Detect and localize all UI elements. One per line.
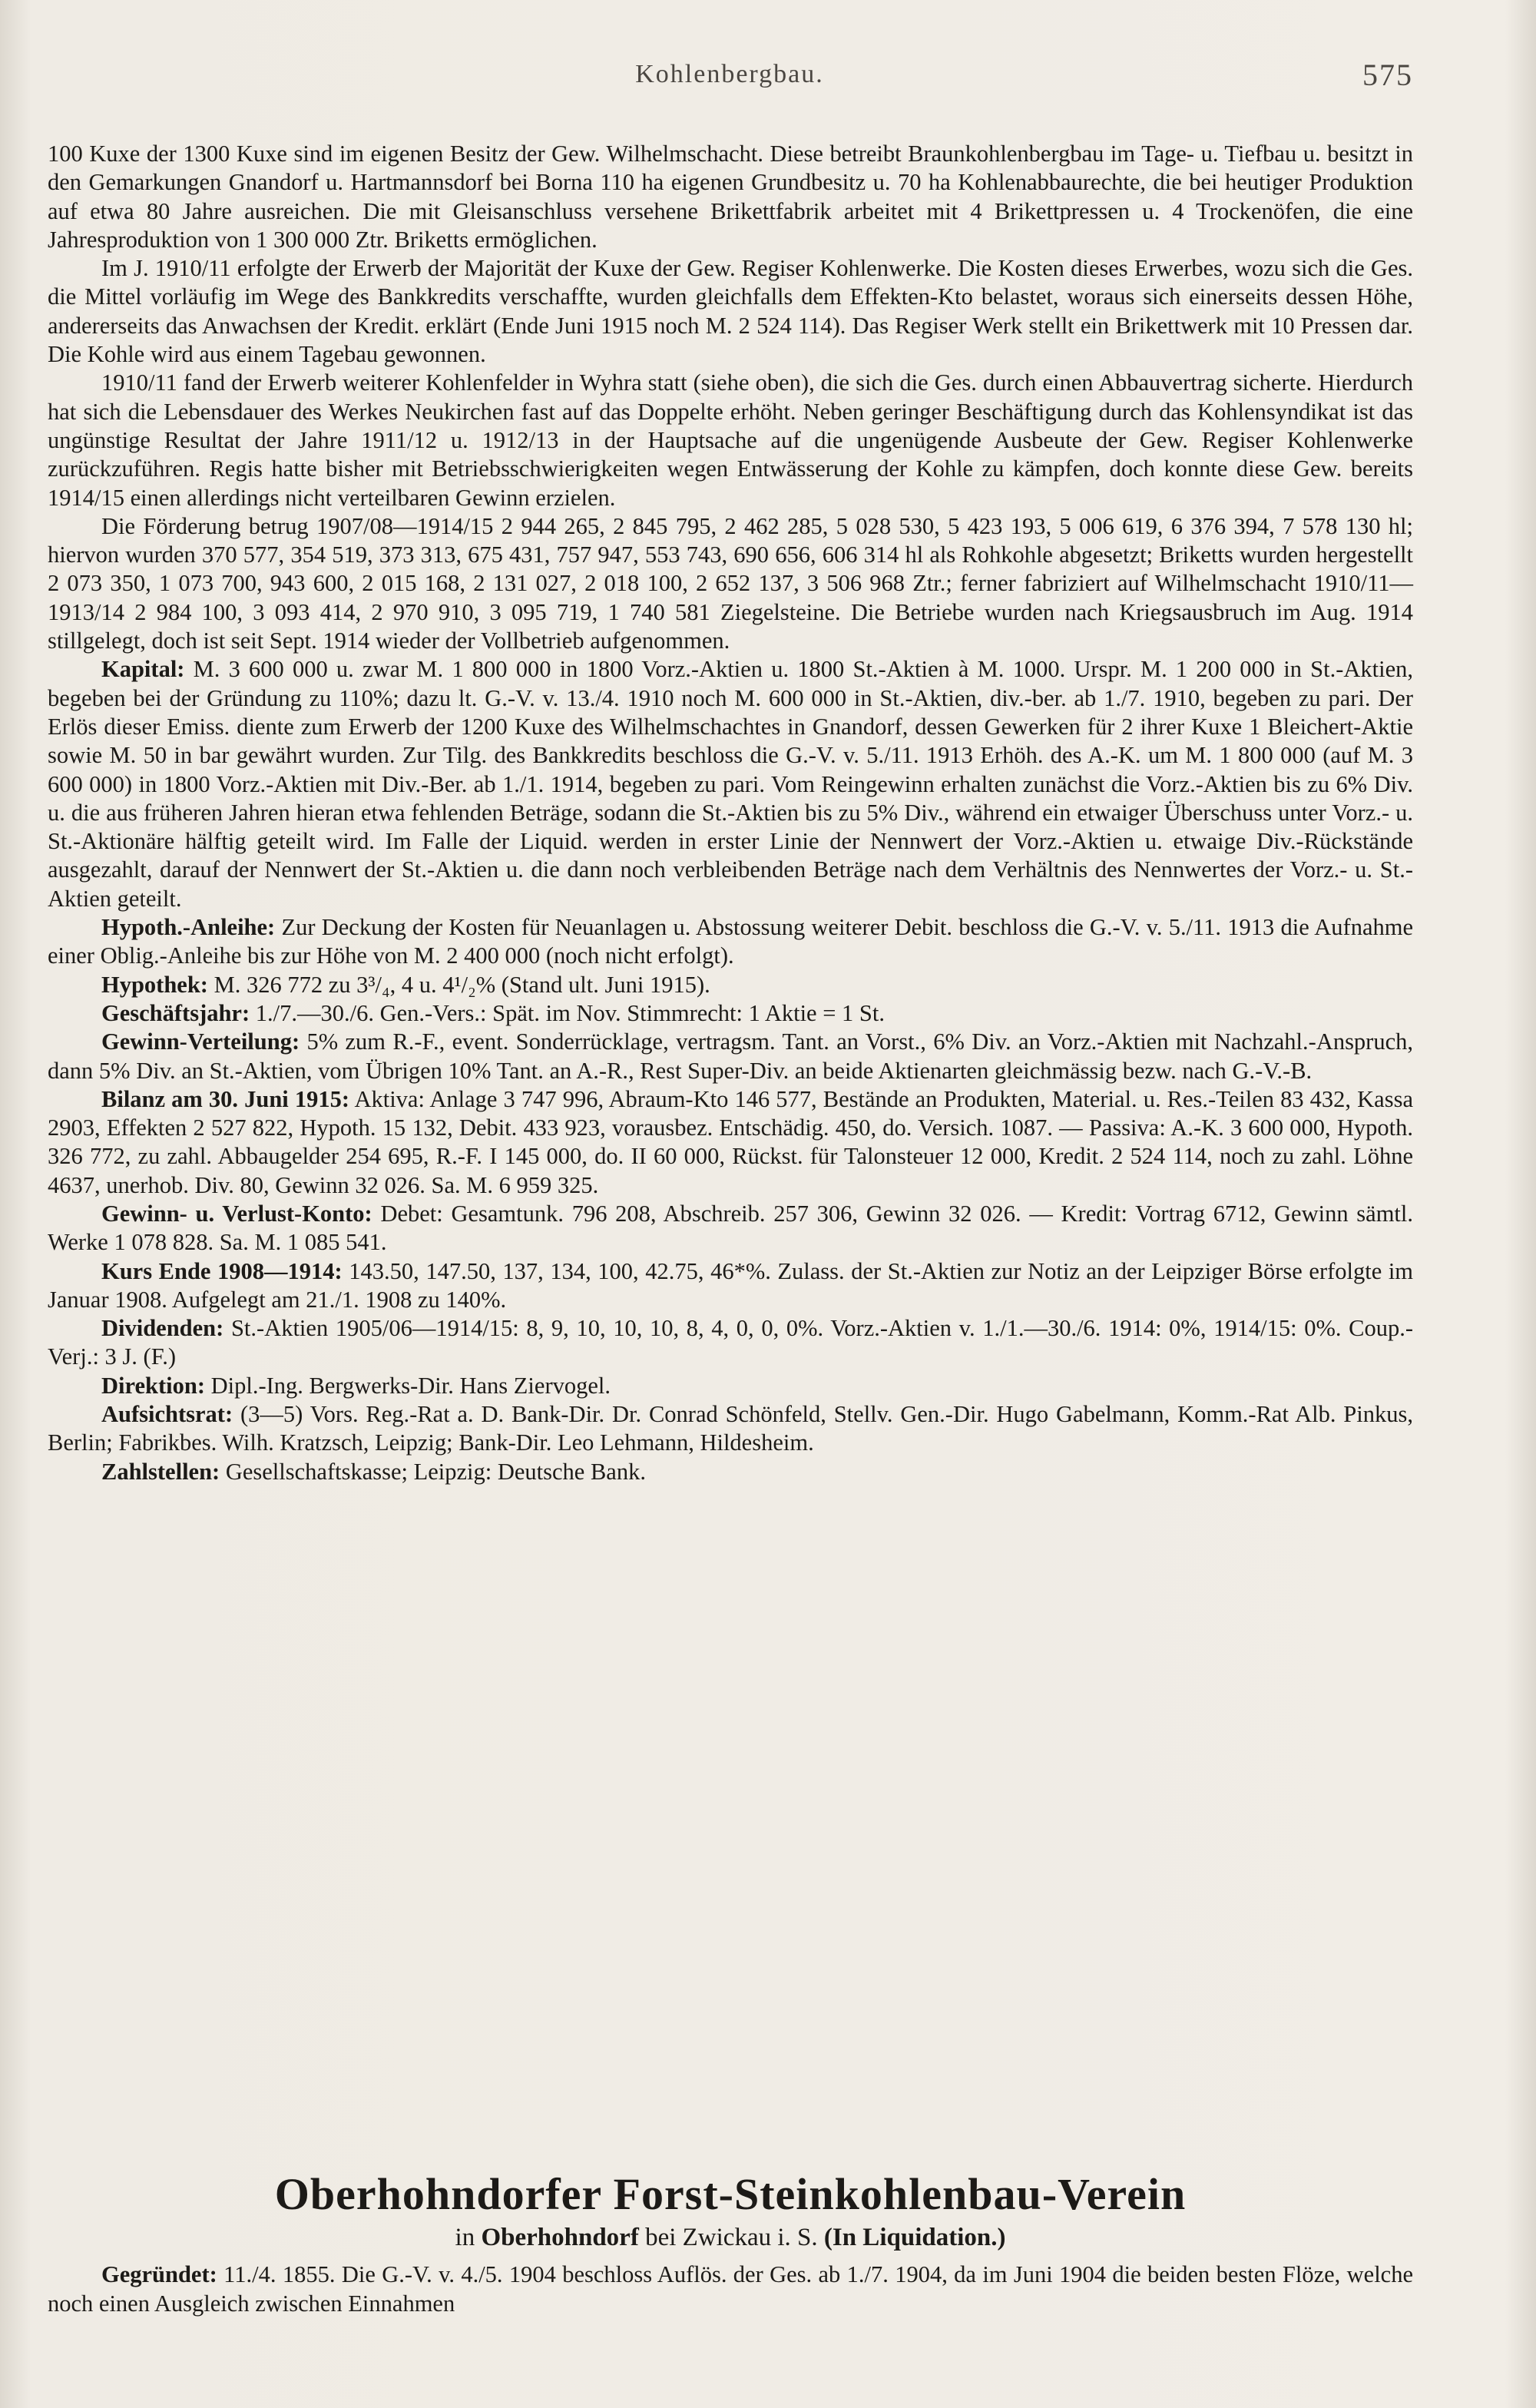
label-founded: Gegründet: xyxy=(101,2261,217,2287)
page-number: 575 xyxy=(1362,58,1413,92)
paragraph-profit-loss: Gewinn- u. Verlust-Konto: Debet: Gesamtunk. 796 208, Abschreib. 257 306, Gewinn 32 026. — Kredit: Vortrag 6712, Gewinn sämtl. Werke 1 078 828. Sa. M. 1 085 541. xyxy=(48,1200,1413,1256)
paragraph-profit-distribution: Gewinn-Verteilung: 5% zum R.-F., event. Sonderrücklage, vertragsm. Tant. an Vorst., 6% Div. an Vorz.-Aktien mit Nachzahl.-Anspruch, dann 5% Div. an St.-Aktien, vom Übrigen 10% Tant. an A.-R., Rest Super-Div. an beide Aktienarten gleichmässig bezw. nach G.-V.-B. xyxy=(48,1028,1414,1084)
paragraph-management: Direktion: Dipl.-Ing. Bergwerks-Dir. Hans Ziervogel. xyxy=(101,1372,611,1399)
paragraph-mortgage-loan: Hypoth.-Anleihe: Zur Deckung der Kosten für Neuanlagen u. Abstossung weiterer Debit. beschloss die G.-V. v. 5./11. 1913 die Aufnahme einer Oblig.-Anleihe bis zur Höhe von M. 2 400 000 (noch nicht erfolgt). xyxy=(48,914,1414,969)
paragraph-intro: 100 Kuxe der 1300 Kuxe sind im eigenen Besitz der Gew. Wilhelmschacht. Diese betreibt Braunkohlenbergbau im Tage- u. Tiefbau u. besitzt in den Gemarkungen Gnandorf u. Hartmannsdorf bei Borna 110 ha eigenen Grundbesitz u. 70 ha Kohlenabbaurechte, die bei heutiger Produktion auf etwa 80 Jahre ausreichen. Die mit Gleisanschluss versehene Brikettfabrik arbeitet mit 4 Brikettpressen u. 4 Trockenöfen, die eine Jahresproduktion von 1 300 000 Ztr. Briketts ermöglichen. xyxy=(48,141,1413,253)
next-company-entry xyxy=(48,2169,1413,2318)
label-capital: Kapital: xyxy=(101,656,185,683)
label-paying-agents: Zahlstellen: xyxy=(101,1458,220,1485)
label-balance-sheet: Bilanz am 30. Juni 1915: xyxy=(101,1085,350,1112)
paragraph-dividends: Dividenden: St.-Aktien 1905/06—1914/15: 8, 9, 10, 10, 10, 8, 4, 0, 0, 0%. Vorz.-Aktien v. 1./1.—30./6. 1914: 0%, 1914/15: 0%. Coup.-Verj.: 3 J. (F.) xyxy=(48,1315,1414,1370)
page-header xyxy=(46,60,1413,106)
label-profit-loss: Gewinn- u. Verlust-Konto: xyxy=(101,1200,372,1227)
paragraph-share-price: Kurs Ende 1908—1914: 143.50, 147.50, 137, 134, 100, 42.75, 46*%. Zulass. der St.-Aktien zur Notiz an der Leipziger Börse erfolgte im Januar 1908. Aufgelegt am 21./1. 1908 zu 140%. xyxy=(48,1257,1414,1313)
paragraph-wyhra: 1910/11 fand der Erwerb weiterer Kohlenfelder in Wyhra statt (siehe oben), die sich die Ges. durch einen Abbauvertrag sicherte. Hierdurch hat sich die Lebensdauer des Werkes Neukirchen fast auf das Doppelte erhöht. Neben geringer Beschäftigung durch das Kohlensyndikat ist das ungünstige Resultat der Jahre 1911/12 u. 1912/13 in der Hauptsache auf die ungenügende Ausbeute der Gew. Regiser Kohlenwerke zurückzuführen. Regis hatte bisher mit Betriebsschwierigkeiten wegen Entwässerung der Kohle zu kämpfen, doch konnte diese Gew. bereits 1914/15 einen allerdings nicht verteilbaren Gewinn erzielen. xyxy=(48,369,1413,511)
company-location: Oberhohndorf xyxy=(481,2224,639,2251)
paragraph-production: Die Förderung betrug 1907/08—1914/15 2 944 265, 2 845 795, 2 462 285, 5 028 530, 5 423 193, 5 006 619, 6 376 394, 7 578 130 hl; hiervon wurden 370 577, 354 519, 373 313, 675 431, 757 947, 553 743, 690 656, 606 314 hl als Rohkohle abgesetzt; Briketts wurden hergestellt 2 073 350, 1 073 700, 943 600, 2 015 168, 2 131 027, 2 018 100, 2 652 137, 3 506 968 Ztr.; ferner fabriziert auf Wilhelmschacht 1910/11—1913/14 2 984 100, 3 093 414, 2 970 910, 3 095 719, 1 740 581 Ziegelsteine. Die Betriebe wurden nach Kriegsausbruch im Aug. 1914 stillgelegt, doch ist seit Sept. 1914 wieder der Vollbetrieb aufgenommen. xyxy=(48,512,1413,654)
label-mortgage-loan: Hypoth.-Anleihe: xyxy=(101,914,276,941)
paragraph-paying-agents: Zahlstellen: Gesellschaftskasse; Leipzig: Deutsche Bank. xyxy=(101,1458,646,1485)
label-mortgage: Hypothek: xyxy=(101,971,208,998)
paragraph-acquisition-regis: Im J. 1910/11 erfolgte der Erwerb der Majorität der Kuxe der Gew. Regiser Kohlenwerke. Die Kosten dieses Erwerbes, wozu sich die Ges. die Mittel vorläufig im Wege des Bankkredits verschaffte, wurden gleichfalls dem Effekten-Kto belastet, woraus sich einerseits dessen Höhe, andererseits das Anwachsen der Kredit. erklärt (Ende Juni 1915 noch M. 2 524 114). Das Regiser Werk stellt ein Brikettwerk mit 10 Pressen dar. Die Kohle wird aus einem Tagebau gewonnen. xyxy=(48,255,1413,368)
running-title: Kohlenbergbau. xyxy=(635,60,824,88)
paragraph-business-year: Geschäftsjahr: 1./7.—30./6. Gen.-Vers.: Spät. im Nov. Stimmrecht: 1 Aktie = 1 St. xyxy=(101,999,885,1026)
label-business-year: Geschäftsjahr: xyxy=(101,999,250,1026)
paragraph-supervisory-board: Aufsichtsrat: (3—5) Vors. Reg.-Rat a. D. Bank-Dir. Dr. Conrad Schönfeld, Stellv. Gen.-Dir. Hugo Gabelmann, Komm.-Rat Alb. Pinkus, Berlin; Fabrikbes. Wilh. Kratzsch, Leipzig; Bank-Dir. Leo Lehmann, Hildesheim. xyxy=(48,1401,1413,1456)
company-founded-text: Gegründet: 11./4. 1855. Die G.-V. v. 4./5. 1904 beschloss Auflös. der Ges. ab 1./7. 1904, da im Juni 1904 die beiden besten Flöze, welche noch einen Ausgleich zwischen Einnahmen xyxy=(48,2261,1414,2317)
company-entry-body xyxy=(48,140,1413,1486)
label-share-price: Kurs Ende 1908—1914: xyxy=(101,1257,343,1284)
paragraph-mortgage: Hypothek: M. 326 772 zu 3³/₄, 4 u. 4¹/₂% (Stand ult. Juni 1915). xyxy=(101,971,710,998)
company-name-heading: Oberhohndorfer Forst-Steinkohlenbau-Verein xyxy=(274,2169,1187,2219)
label-profit-distribution: Gewinn-Verteilung: xyxy=(101,1028,300,1055)
company-location-line: in Oberhohndorf bei Zwickau i. S. (In Liquidation.) xyxy=(455,2224,1006,2251)
label-dividends: Dividenden: xyxy=(101,1315,224,1342)
label-supervisory-board: Aufsichtsrat: xyxy=(101,1401,233,1428)
paragraph-capital: Kapital: M. 3 600 000 u. zwar M. 1 800 000 in 1800 Vorz.-Aktien u. 1800 St.-Aktien à M. 1000. Urspr. M. 1 200 000 in St.-Aktien, begeben bei der Gründung zu 110%; dazu lt. G.-V. v. 13./4. 1910 noch M. 600 000 in St.-Aktien, div.-ber. ab 1./7. 1910, begeben zu pari. Der Erlös dieser Emiss. diente zum Erwerb der 1200 Kuxe des Wilhelmschachtes in Gnandorf, dessen Gewerken für 2 ihrer Kuxe 1 Bleichert-Aktie sowie M. 50 in bar gewährt wurden. Zur Tilg. des Bankkredits beschloss die G.-V. v. 5./11. 1913 Erhöh. des A.-K. um M. 1 800 000 (auf M. 3 600 000) in 1800 Vorz.-Aktien mit Div.-Ber. ab 1./1. 1914, begeben zu pari. Vom Reingewinn erhalten zunächst die Vorz.-Aktien bis zu 6% Div. u. die aus früheren Jahren hieran etwa fehlenden Beträge, sodann die St.-Aktien bis zu 5% Div., während ein etwaiger Überschuss unter Vorz.- u. St.-Aktionäre hälftig geteilt wird. Im Falle der Liquid. werden in erster Linie der Nennwert der Vorz.-Aktien u. etwaige Div.-Rückstände ausgezahlt, darauf der Nennwert der St.-Aktien u. die dann noch verbleibenden Beträge nach dem Verhältnis des Nennwertes der Vorz.- u. St.-Aktien geteilt. xyxy=(48,656,1413,912)
label-management: Direktion: xyxy=(101,1372,205,1399)
paragraph-balance-sheet: Bilanz am 30. Juni 1915: Aktiva: Anlage 3 747 996, Abraum-Kto 146 577, Bestände an Produkten, Material. u. Res.-Teilen 83 432, Kassa 2903, Effekten 2 527 822, Hypoth. 15 132, Debit. 433 923, vorausbez. Entschädig. 450, do. Versich. 1087. — Passiva: A.-K. 3 600 000, Hypoth. 326 772, zu zahl. Abbaugelder 254 695, R.-F. I 145 000, do. II 60 000, Rückst. für Talonsteuer 12 000, Kredit. 2 524 114, noch zu zahl. Löhne 4637, unerhob. Div. 80, Gewinn 32 026. Sa. M. 6 959 325. xyxy=(48,1085,1413,1198)
liquidation-status: (In Liquidation.) xyxy=(823,2224,1006,2251)
